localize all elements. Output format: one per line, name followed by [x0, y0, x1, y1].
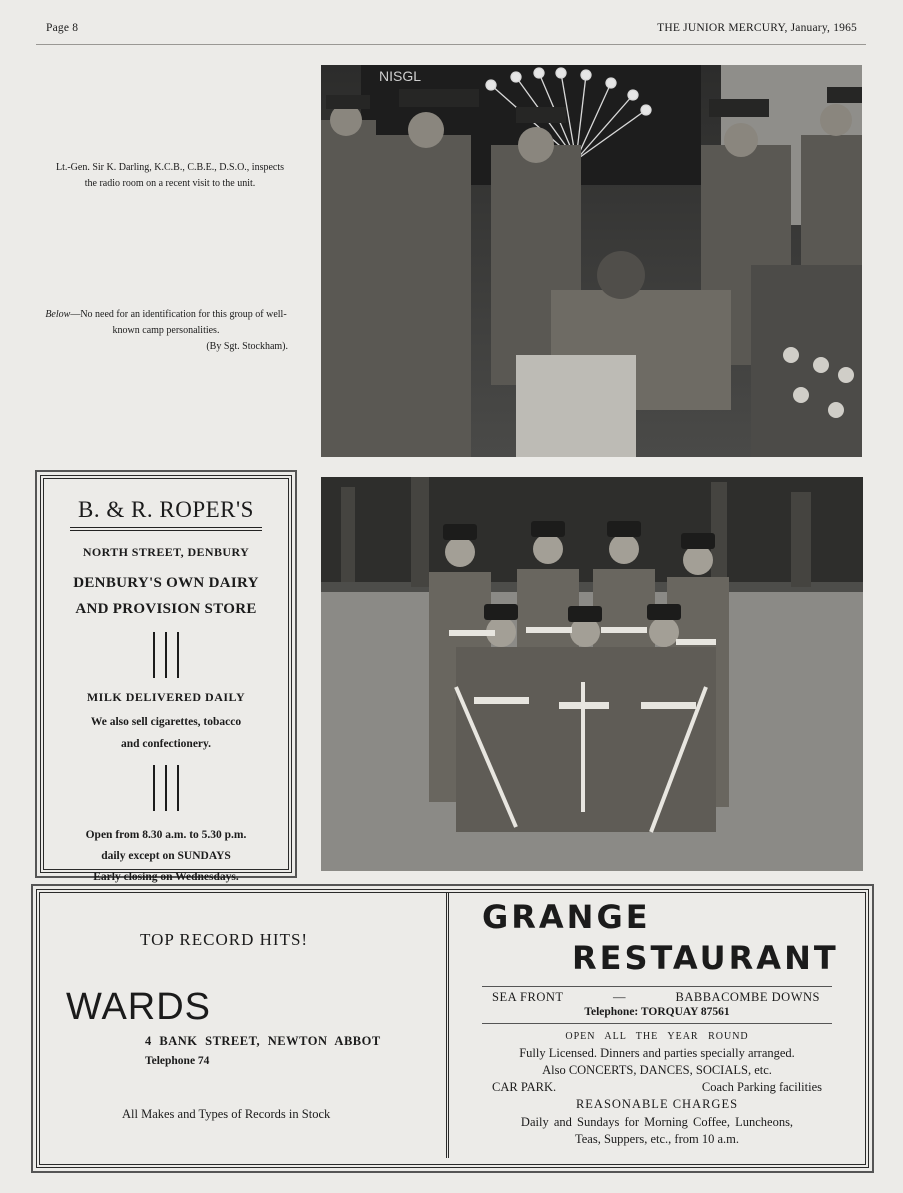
- photo-credit: (By Sgt. Stockham).: [206, 341, 288, 352]
- ropers-store-heading: [44, 570, 288, 622]
- wards-address: 4 BANK STREET, NEWTON ABBOT: [145, 1034, 381, 1048]
- advert-divider: [446, 893, 449, 1158]
- grange-rule-2: [482, 1023, 832, 1024]
- location-dash: —: [613, 990, 627, 1004]
- grange-telephone: Telephone: TORQUAY 87561: [584, 1006, 730, 1018]
- group-photo: [321, 477, 863, 871]
- ropers-advert: [40, 475, 292, 883]
- car-park: CAR PARK.: [492, 1080, 557, 1094]
- grange-licensed: Fully Licensed. Dinners and parties specially arranged.: [519, 1046, 795, 1060]
- grange-rule-1: [482, 986, 832, 987]
- grange-open: OPEN ALL THE YEAR ROUND: [565, 1031, 749, 1042]
- grange-location: [492, 990, 820, 1005]
- ropers-hours-line3: Early closing on Wednesdays.: [93, 871, 239, 883]
- ropers-also-line1: We also sell cigarettes, tobacco: [90, 716, 242, 728]
- grange-title: GRANGE: [482, 898, 651, 936]
- restaurant-title: RESTAURANT: [572, 939, 839, 977]
- ropers-store-line2: AND PROVISION STORE: [75, 601, 257, 617]
- caption-body: —No need for an identification for this group of well-known camp personalities.: [70, 309, 287, 336]
- wards-top-hits: TOP RECORD HITS!: [140, 930, 309, 949]
- caption-radio-room: Lt.-Gen. Sir K. Darling, K.C.B., C.B.E., D.S.O., inspects the radio room on a recent visit to the unit.: [55, 162, 285, 189]
- caption-lead: Below: [45, 309, 71, 320]
- ropers-hours: [44, 825, 288, 888]
- page-number: Page 8: [46, 22, 79, 34]
- bars-ornament: [153, 632, 179, 678]
- wards-tagline: All Makes and Types of Records in Stock: [122, 1107, 331, 1121]
- caption-group-photo: [40, 307, 292, 355]
- grange-parking: [492, 1080, 822, 1095]
- ropers-street: NORTH STREET, DENBURY: [82, 545, 250, 559]
- radio-room-illustration: [321, 65, 862, 457]
- sea-front: SEA FRONT: [492, 990, 564, 1004]
- ropers-store-line1: DENBURY'S OWN DAIRY: [73, 575, 259, 591]
- nisgl-sign: NISGL: [379, 68, 422, 84]
- radio-room-photo: [321, 65, 862, 457]
- grange-charges: REASONABLE CHARGES: [575, 1097, 739, 1111]
- masthead: THE JUNIOR MERCURY, January, 1965: [657, 22, 857, 34]
- babbacombe-downs: BABBACOMBE DOWNS: [675, 990, 820, 1004]
- wards-telephone: Telephone 74: [145, 1055, 210, 1067]
- ropers-title: B. & R. ROPER'S: [70, 497, 262, 528]
- ropers-milk: MILK DELIVERED DAILY: [86, 690, 246, 704]
- bars-ornament-2: [153, 765, 179, 811]
- coach-parking: Coach Parking facilities: [701, 1080, 822, 1094]
- grange-daily: Daily and Sundays for Morning Coffee, Luncheons,: [520, 1115, 794, 1129]
- grange-teas: Teas, Suppers, etc., from 10 a.m.: [574, 1132, 739, 1146]
- group-photo-illustration: [321, 477, 863, 871]
- ropers-hours-line2: daily except on SUNDAYS: [101, 850, 231, 862]
- grange-concerts: Also CONCERTS, DANCES, SOCIALS, etc.: [542, 1063, 772, 1077]
- ropers-hours-line1: Open from 8.30 a.m. to 5.30 p.m.: [85, 829, 247, 841]
- wards-name: WARDS: [66, 986, 212, 1028]
- ropers-also-line2: and confectionery.: [120, 738, 212, 750]
- header-rule: [36, 44, 866, 45]
- ropers-underline: [70, 530, 262, 531]
